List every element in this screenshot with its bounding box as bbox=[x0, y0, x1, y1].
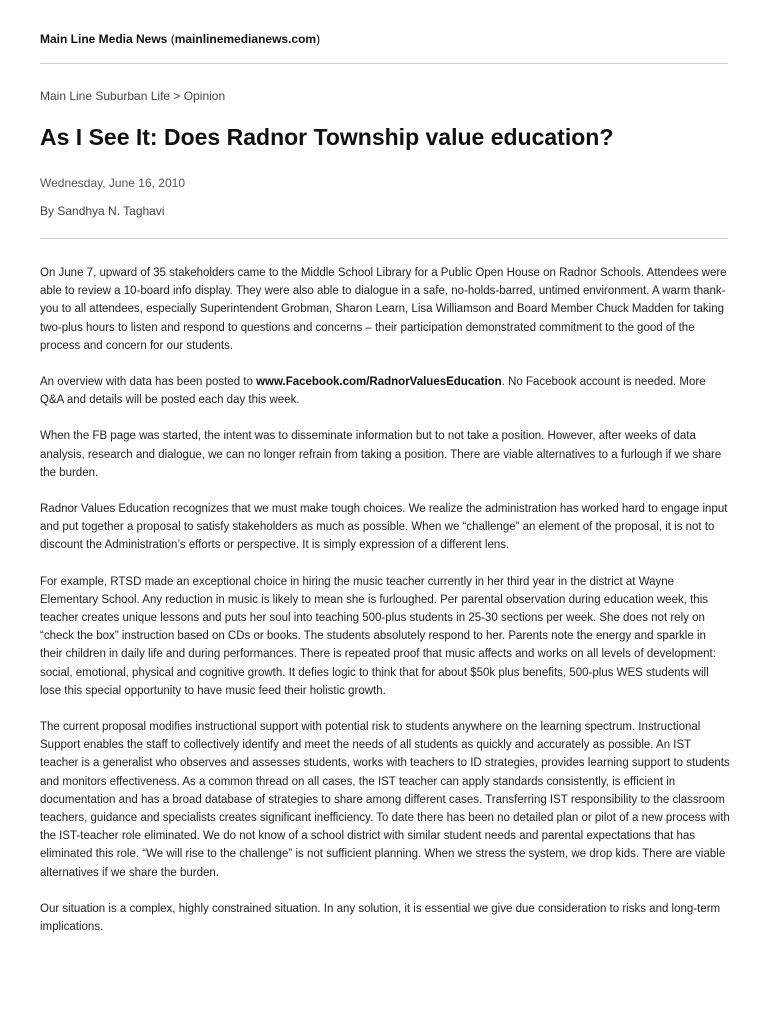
article-body bbox=[40, 264, 730, 954]
article-paragraph: Our situation is a complex, highly constrained situation. In any solution, it is essential we give due consideration to risks and long-term implications. bbox=[40, 902, 721, 934]
article-paragraph: The current proposal modifies instructional support with potential risk to students anywhere on the learning spectrum. Instructional Support enables the staff to collectively identify and meet the needs of all students as quickly and accurately as possible. An IST teacher is a generalist who observes and assesses students, works with teachers to ID strategies, provides learning support to students and monitors effectiveness. As a common thread on all cases, the IST teacher can apply standards consistently, is efficient in documentation and has a broad database of strategies to share among different cases. Transferring IST responsibility to the classroom teachers, guidance and specialists creates significant inefficiency. To date there has been no detailed plan or pilot of a new process with the IST-teacher role eliminated. We do not know of a school district with similar student needs and parental expectations that has eliminated this role. “We will rise to the challenge” is not sufficient planning. When we stress the system, we drop kids. There are viable alternatives if we share the burden. bbox=[40, 721, 730, 879]
article-byline: By Sandhya N. Taghavi bbox=[40, 204, 165, 218]
site-header bbox=[40, 32, 320, 46]
facebook-link[interactable]: www.Facebook.com/RadnorValuesEducation bbox=[256, 376, 502, 389]
paragraph-text: . No Facebook account is needed. More Q&A and details will be posted each day this week. bbox=[40, 376, 706, 407]
article-paragraph bbox=[40, 373, 730, 409]
article-paragraph: On June 7, upward of 35 stakeholders came to the Middle School Library for a Public Open House on Radnor Schools. Attendees were able to review a 10-board info display. They were also able to dialogue in a safe, no-holds-barred, untimed environment. A warm thank-you to all attendees, especially Superintendent Grobman, Sharon Learn, Lisa Williamson and Board Member Chuck Madden for taking two-plus hours to listen and respond to questions and concerns – their participation demonstrated commitment to the good of the process and concern for our students. bbox=[40, 267, 727, 352]
article-paragraph: For example, RTSD made an exceptional choice in hiring the music teacher currently in her third year in the district at Wayne Elementary School. Any reduction in music is likely to mean she is furloughed. Per parental observation during education week, this teacher creates unique lessons and puts her soul into teaching 500-plus students in 25-30 sections per week. She does not rely on “check the box” instruction based on CDs or books. The students absolutely respond to her. Parents note the energy and sparkle in their children in daily life and during performances. There is repeated proof that music affects and works on all levels of development: social, emotional, physical and cognitive growth. It defies logic to think that for about $50k plus benefits, 500-plus WES students will lose this special opportunity to have music feed their holistic growth. bbox=[40, 575, 716, 697]
site-name: Main Line Media News bbox=[40, 32, 168, 46]
byline-divider bbox=[40, 238, 728, 239]
header-divider bbox=[40, 63, 728, 64]
site-url-close: ) bbox=[316, 32, 321, 46]
article-date: Wednesday, June 16, 2010 bbox=[40, 176, 185, 190]
article-paragraph: Radnor Values Education recognizes that we must make tough choices. We realize the administration has worked hard to engage input and put together a proposal to satisfy stakeholders as much as possible. When we “challenge” an element of the proposal, it is not to discount the Administration’s efforts or perspective. It is simply expression of a different lens. bbox=[40, 503, 728, 552]
site-url-open: ( bbox=[167, 32, 175, 46]
breadcrumb: Main Line Suburban Life > Opinion bbox=[40, 89, 226, 103]
page-title: As I See It: Does Radnor Township value education? bbox=[40, 124, 614, 150]
site-url: mainlinemedianews.com bbox=[174, 32, 317, 46]
paragraph-text: An overview with data has been posted to bbox=[40, 376, 257, 389]
article-paragraph: When the FB page was started, the intent was to disseminate information but to not take a position. However, after weeks of data analysis, research and dialogue, we can no longer refrain from taking a position. There are viable alternatives to a furlough if we share the burden. bbox=[40, 430, 722, 479]
